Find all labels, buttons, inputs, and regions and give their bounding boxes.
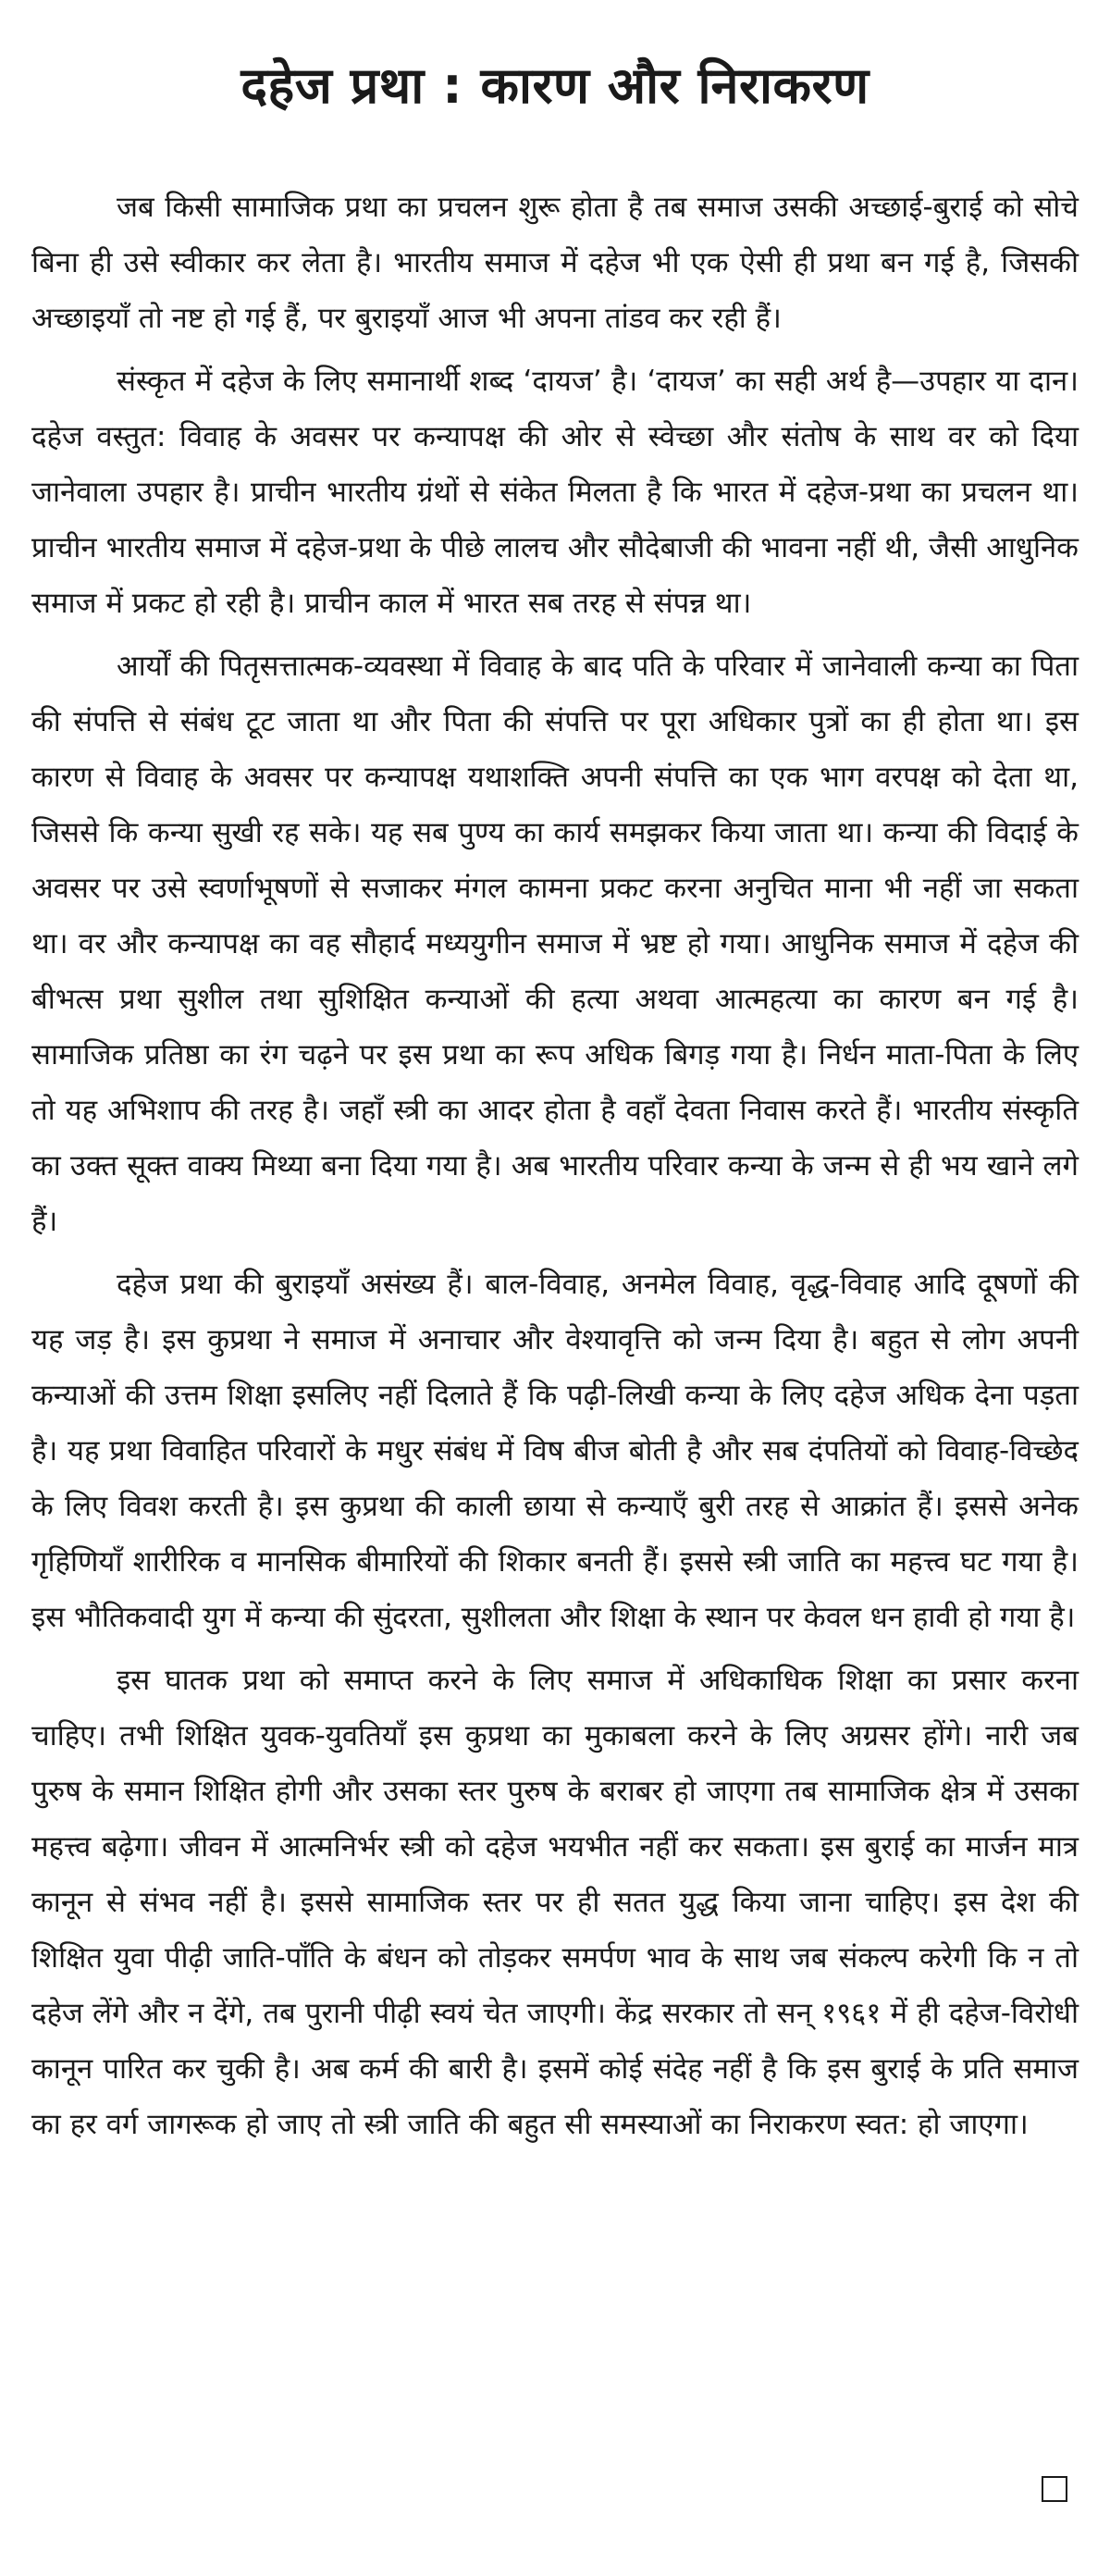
end-of-article-square-icon — [1042, 2476, 1067, 2502]
paragraph-solution: इस घातक प्रथा को समाप्त करने के लिए समाज में अधिकाधिक शिक्षा का प्रसार करना चाहिए। तभी शिक्षित युवक-युवतियाँ इस कुप्रथा का मुकाबला करने के लिए अग्रसर होंगे। नारी जब पुरुष के समान शिक्षित होगी और उसका स्तर पुरुष के बराबर हो जाएगा तब सामाजिक क्षेत्र में उसका महत्त्व बढ़ेगा। जीवन में आत्मनिर्भर स्त्री को दहेज भयभीत नहीं कर सकता। इस बुराई का मार्जन मात्र कानून से संभव नहीं है। इससे सामाजिक स्तर पर ही सतत युद्ध किया जाना चाहिए। इस देश की शिक्षित युवा पीढ़ी जाति-पाँति के बंधन को तोड़कर समर्पण भाव के साथ जब संकल्प करेगी कि न तो दहेज लेंगे और न देंगे, तब पुरानी पीढ़ी स्वयं चेत जाएगी। केंद्र सरकार तो सन् १९६१ में ही दहेज-विरोधी कानून पारित कर चुकी है। अब कर्म की बारी है। इसमें कोई संदेह नहीं है कि इस बुराई के प्रति समाज का हर वर्ग जागरूक हो जाए तो स्त्री जाति की बहुत सी समस्याओं का निराकरण स्वत: हो जाएगा। — [31, 1664, 1079, 2141]
paragraph-meaning: संस्कृत में दहेज के लिए समानार्थी शब्द ‘दायज’ है। ‘दायज’ का सही अर्थ है—उपहार या दान। दहेज वस्तुत: विवाह के अवसर पर कन्यापक्ष की ओर से स्वेच्छा और संतोष के साथ वर को दिया जानेवाला उपहार है। प्राचीन भारतीय ग्रंथों से संकेत मिलता है कि भारत में दहेज-प्रथा का प्रचलन था। प्राचीन भारतीय समाज में दहेज-प्रथा के पीछे लालच और सौदेबाजी की भावना नहीं थी, जैसी आधुनिक समाज में प्रकट हो रही है। प्राचीन काल में भारत सब तरह से संपन्न था। — [31, 365, 1079, 620]
paragraph-introduction: जब किसी सामाजिक प्रथा का प्रचलन शुरू होता है तब समाज उसकी अच्छाई-बुराई को सोचे बिना ही उसे स्वीकार कर लेता है। भारतीय समाज में दहेज भी एक ऐसी ही प्रथा बन गई है, जिसकी अच्छाइयाँ तो नष्ट हो गई हैं, पर बुराइयाँ आज भी अपना तांडव कर रही हैं। — [31, 191, 1079, 335]
paragraph-history: आर्यों की पितृसत्तात्मक-व्यवस्था में विवाह के बाद पति के परिवार में जानेवाली कन्या का पिता की संपत्ति से संबंध टूट जाता था और पिता की संपत्ति पर पूरा अधिकार पुत्रों का ही होता था। इस कारण से विवाह के अवसर पर कन्यापक्ष यथाशक्ति अपनी संपत्ति का एक भाग वरपक्ष को देता था, जिससे कि कन्या सुखी रह सके। यह सब पुण्य का कार्य समझकर किया जाता था। कन्या की विदाई के अवसर पर उसे स्वर्णाभूषणों से सजाकर मंगल कामना प्रकट करना अनुचित माना भी नहीं जा सकता था। वर और कन्यापक्ष का वह सौहार्द मध्ययुगीन समाज में भ्रष्ट हो गया। आधुनिक समाज में दहेज की बीभत्स प्रथा सुशील तथा सुशिक्षित कन्याओं की हत्या अथवा आत्महत्या का कारण बन गई है। सामाजिक प्रतिष्ठा का रंग चढ़ने पर इस प्रथा का रूप अधिक बिगड़ गया है। निर्धन माता-पिता के लिए तो यह अभिशाप की तरह है। जहाँ स्त्री का आदर होता है वहाँ देवता निवास करते हैं। भारतीय संस्कृति का उक्त सूक्त वाक्य मिथ्या बना दिया गया है। अब भारतीय परिवार कन्या के जन्म से ही भय खाने लगे हैं। — [31, 650, 1079, 1238]
paragraph-evils: दहेज प्रथा की बुराइयाँ असंख्य हैं। बाल-विवाह, अनमेल विवाह, वृद्ध-विवाह आदि दूषणों की यह जड़ है। इस कुप्रथा ने समाज में अनाचार और वेश्यावृत्ति को जन्म दिया है। बहुत से लोग अपनी कन्याओं की उत्तम शिक्षा इसलिए नहीं दिलाते हैं कि पढ़ी-लिखी कन्या के लिए दहेज अधिक देना पड़ता है। यह प्रथा विवाहित परिवारों के मधुर संबंध में विष बीज बोती है और सब दंपतियों को विवाह-विच्छेद के लिए विवश करती है। इस कुप्रथा की काली छाया से कन्याएँ बुरी तरह से आक्रांत हैं। इससे अनेक गृहिणियाँ शारीरिक व मानसिक बीमारियों की शिकार बनती हैं। इससे स्त्री जाति का महत्त्व घट गया है। इस भौतिकवादी युग में कन्या की सुंदरता, सुशीलता और शिक्षा के स्थान पर केवल धन हावी हो गया है। — [31, 1268, 1079, 1634]
essay-title: दहेज प्रथा : कारण और निराकरण — [240, 56, 870, 115]
